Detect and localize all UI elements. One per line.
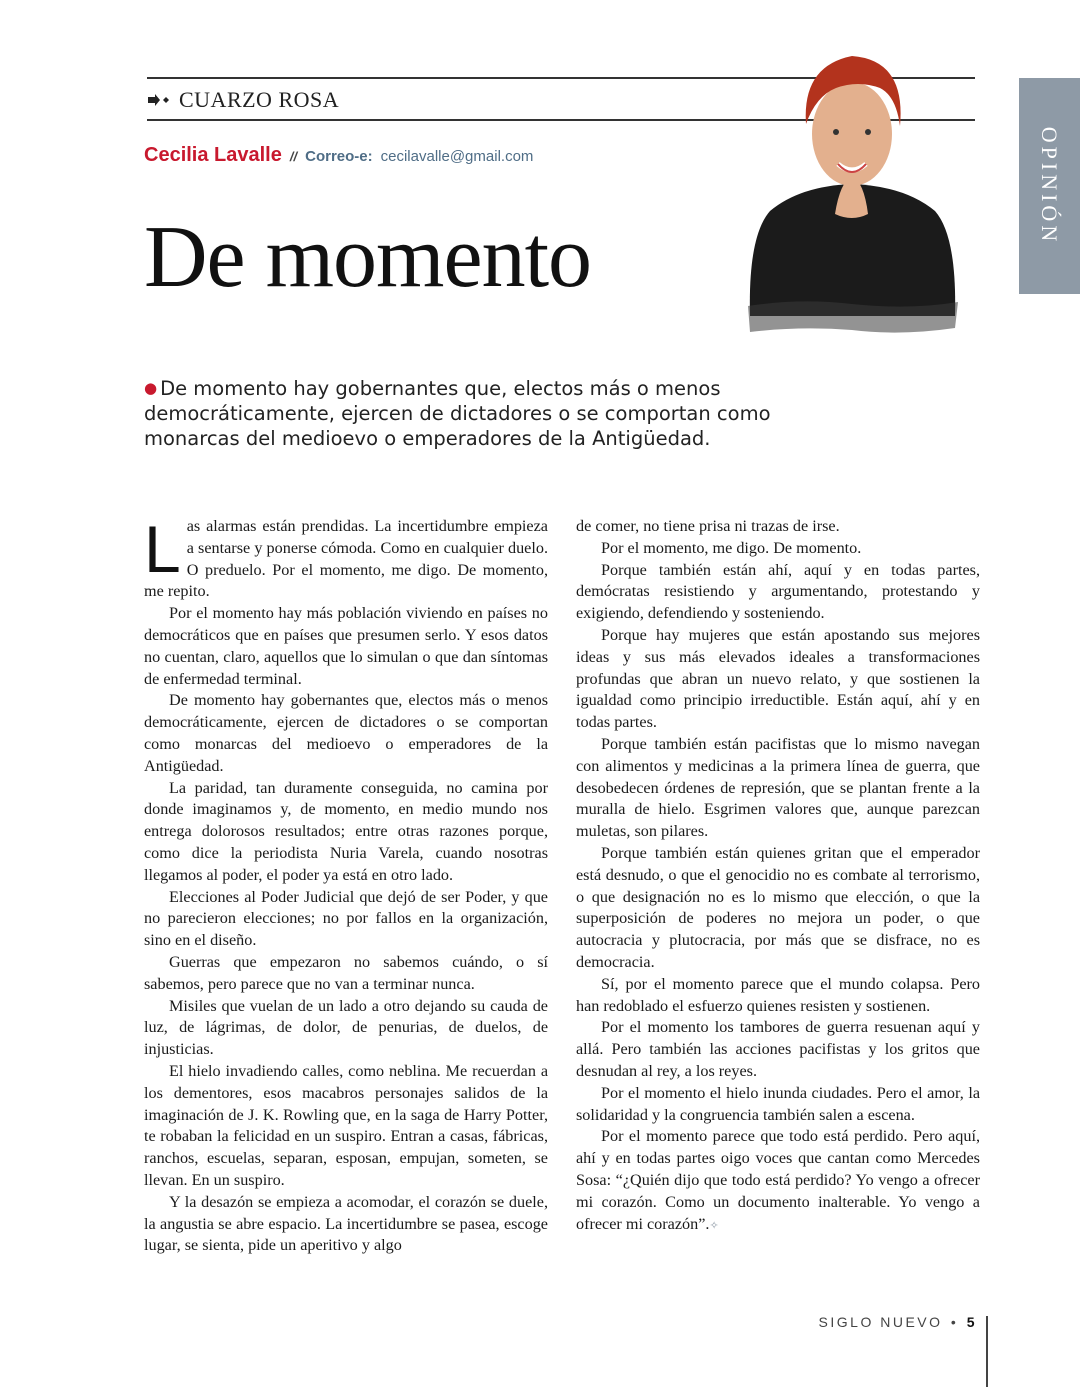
paragraph: Por el momento los tambores de guerra resuenan aquí y allá. Pero también las acciones pacifistas y los gritos que desnudan al rey, a los reyes. [576, 1018, 980, 1080]
paragraph: Porque hay mujeres que están apostando sus mejores ideas y sus más elevados ideales a transformaciones profundas que abran un nuevo relato, y que sostienen la igualdad como principio irreductible. Están aquí, ahí y en todas partes. [576, 625, 980, 732]
author-name: Cecilia Lavalle [144, 144, 282, 166]
drop-cap: L [144, 512, 181, 586]
paragraph: El hielo invadiendo calles, como neblina. Me recuerdan a los dementores, esos macabros personajes salidos de la imaginación de J. K. Rowling que, en la saga de Harry Potter, te robaban la felicidad en un suspiro. Entran a casas, fábricas, ranchos, escuelas, separan, esposan, empujan, someten, se llevan. En un suspiro. [144, 1061, 548, 1189]
author-email[interactable]: cecilavalle@gmail.com [380, 148, 534, 165]
paragraph: Porque también están quienes gritan que el emperador está desnudo, o que el genocidio no es combate al terrorismo, o que designación no es lo mismo que elección, o que la superposición de poderes no mejora un poder, o que autocracia y plutocracia, por más que se disfrace, no es democracia. [576, 843, 980, 971]
article-column-right [576, 516, 980, 1237]
paragraph: Misiles que vuelan de un lado a otro dejando su cauda de luz, de lágrimas, de dolor, de penurias, de duelos, de injusticias. [144, 996, 548, 1059]
paragraph: Porque también están pacifistas que lo mismo navegan con alimentos y medicinas a la primera línea de guerra, que desobedecen órdenes de represión, que se plantan frente a la muralla de hielo. Esgrimen valores que, aunque parezcan muletas, son pilares. [576, 734, 980, 841]
bullet-icon: ● [144, 379, 158, 397]
end-mark-icon: ✧ [709, 1219, 719, 1232]
article-headline: De momento [144, 209, 592, 306]
paragraph: Porque también están ahí, aquí y en todas partes, demócratas resistiendo y argumentando, protestando y exigiendo, defendiendo y sosteniendo. [576, 560, 980, 623]
side-tab-label: OPINIÓN [1037, 126, 1063, 246]
publication-name: SIGLO NUEVO [818, 1314, 943, 1330]
paragraph: Sí, por el momento parece que el mundo colapsa. Pero han redoblado el esfuerzo quienes resisten y sostienen. [576, 974, 980, 1015]
page-footer [819, 1314, 977, 1330]
arrow-diamond-icon [147, 94, 169, 106]
paragraph [576, 1126, 980, 1237]
paragraph: Por el momento el hielo inunda ciudades. Pero el amor, la solidaridad y la congruencia también salen a escena. [576, 1083, 980, 1124]
section-header [147, 86, 339, 114]
email-label: Correo-e: [305, 148, 373, 165]
byline-separator: // [289, 149, 298, 164]
lead-paragraph [144, 376, 824, 451]
paragraph: De momento hay gobernantes que, electos más o menos democráticamente, ejercen de dictadores o se comportan como monarcas del medioevo o emperadores de la Antigüedad. [144, 691, 548, 775]
article-column-left [144, 512, 548, 1257]
paragraph-text: Por el momento parece que todo está perdido. Pero aquí, ahí y en todas partes oigo voces que cantan como Mercedes Sosa: “¿Quién dijo que todo está perdido? Yo vengo a ofrecer mi corazón. Como un documento inalterable. Yo vengo a ofrecer mi corazón”. [576, 1127, 980, 1233]
paragraph: Y la desazón se empieza a acomodar, el corazón se duele, la angustia se abre espacio. La incertidumbre se pasea, escoge lugar, se sienta, pide un aperitivo y algo [144, 1192, 548, 1255]
paragraph: Por el momento, me digo. De momento. [601, 538, 862, 557]
section-title: CUARZO ROSA [179, 87, 340, 112]
paragraph: Elecciones al Poder Judicial que dejó de ser Poder, y que no parecieron elecciones; no por fallos en la organización, sino en el diseño. [144, 887, 548, 950]
paragraph: La paridad, tan duramente conseguida, no camina por donde imaginamos y, de momento, en medio mundo nos entrega dolorosos resultados; entre otras razones porque, como dice la periodista Nuria Varela, cuando nosotras llegamos al poder, el poder ya está en otro lado. [144, 778, 548, 884]
page-number: 5 [966, 1314, 977, 1330]
byline [144, 144, 533, 167]
footer-rule [986, 1316, 988, 1387]
author-photo [740, 36, 965, 336]
paragraph-text: as alarmas están prendidas. La incertidumbre empieza a sentarse y ponerse cómoda. Como en cualquier duelo. O preduelo. Por el momento, me digo. De momento, me repito. [144, 517, 548, 601]
paragraph: de comer, no tiene prisa ni trazas de irse. [576, 517, 840, 535]
footer-separator: • [950, 1314, 959, 1330]
paragraph: Por el momento hay más población viviendo en países no democráticos que en países que presumen serlo. Y esos datos no cuentan, claro, aquellos que lo simulan o que dan síntomas de enfermedad terminal. [144, 604, 548, 688]
lead-text: De momento hay gobernantes que, electos más o menos democráticamente, ejercen de dictadores o se comportan como monarcas del medioevo o emperadores de la Antigüedad. [144, 377, 771, 450]
paragraph: Guerras que empezaron no sabemos cuándo, o sí sabemos, pero parece que no van a terminar nunca. [144, 952, 548, 993]
opinion-side-tab [1019, 78, 1080, 294]
paragraph [144, 512, 548, 603]
